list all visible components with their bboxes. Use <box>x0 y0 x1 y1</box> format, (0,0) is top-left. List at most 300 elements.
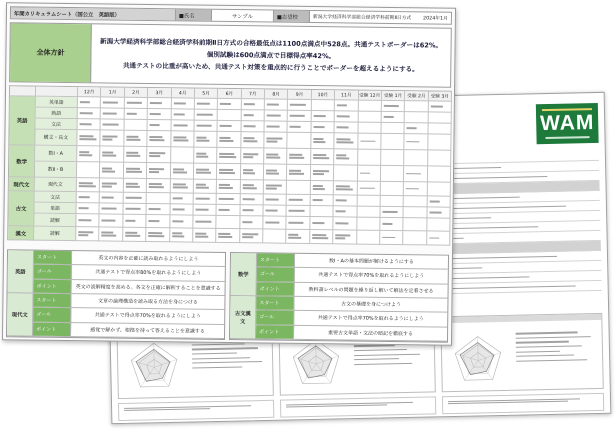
illegible-text <box>267 126 280 128</box>
illegible-text <box>516 341 569 343</box>
logo-text: WAM <box>539 111 595 136</box>
plan-cell <box>311 111 335 122</box>
illegible-text <box>359 187 374 189</box>
school-value-cell <box>310 11 451 24</box>
illegible-text <box>125 208 140 210</box>
illegible-text <box>79 185 96 187</box>
plan-cell <box>380 207 404 218</box>
illegible-text <box>126 113 136 115</box>
illegible-text <box>149 168 164 170</box>
plan-cell <box>428 112 452 123</box>
goal-text: 文章の論理構造を読み取る方法を身につける <box>97 298 198 306</box>
illegible-text <box>382 223 392 225</box>
plan-cell <box>311 165 335 181</box>
policy-text <box>91 24 451 86</box>
plan-cell <box>194 180 218 194</box>
illegible-text <box>242 209 253 211</box>
month-header: 3月 <box>148 88 171 98</box>
illegible-text <box>172 236 185 238</box>
goal-label: ゴール <box>33 308 71 322</box>
illegible-text <box>266 138 282 140</box>
plan-cell <box>193 229 217 243</box>
illegible-text <box>126 171 143 173</box>
illegible-text <box>150 136 163 138</box>
plan-cell <box>218 99 242 110</box>
wam-logo <box>536 103 599 144</box>
illegible-text <box>266 188 277 190</box>
subject-label: 現代文 <box>9 177 35 191</box>
row-label: 文法 <box>35 192 77 204</box>
illegible-text <box>79 135 93 137</box>
plan-cell <box>428 166 452 182</box>
goal-label: スタート <box>33 294 71 308</box>
illegible-text <box>354 363 412 366</box>
plan-cell <box>240 216 264 229</box>
illegible-text <box>313 173 324 175</box>
plan-cell <box>217 205 241 216</box>
goal-rows <box>256 296 448 341</box>
plan-cell <box>263 205 287 216</box>
illegible-text <box>312 222 324 224</box>
plan-cell <box>170 204 194 215</box>
illegible-text <box>266 154 278 156</box>
illegible-text <box>220 140 233 142</box>
plan-cell <box>310 195 334 206</box>
illegible-text <box>173 114 185 116</box>
illegible-text <box>243 125 256 127</box>
illegible-text <box>219 233 231 235</box>
illegible-text <box>195 209 208 211</box>
illegible-text <box>149 208 161 210</box>
plan-cell <box>311 122 335 133</box>
plan-cell <box>124 179 148 193</box>
plan-cell <box>147 131 171 147</box>
plan-cell <box>148 109 172 120</box>
subject-group <box>8 191 450 231</box>
illegible-text <box>266 185 282 187</box>
illegible-text <box>173 103 186 105</box>
goal-text: 古文の基礎を身につけよう <box>340 301 401 309</box>
plan-cell <box>218 132 242 148</box>
plan-cell <box>264 180 288 194</box>
plan-cell <box>287 195 311 206</box>
illegible-text <box>243 114 253 116</box>
illegible-text <box>429 212 442 214</box>
illegible-text <box>102 186 112 188</box>
illegible-text <box>149 171 159 173</box>
goal-text: 教科書レベルの問題を繰り返し解いて解法を定着させる <box>308 286 434 295</box>
goal-row <box>33 322 224 339</box>
plan-cell <box>124 109 148 120</box>
plan-cell <box>263 216 287 229</box>
illegible-text <box>516 359 587 362</box>
illegible-text <box>102 171 115 173</box>
plan-cell <box>357 182 381 196</box>
plan-cell <box>310 181 334 195</box>
plan-cell <box>428 123 452 134</box>
plan-cell <box>404 196 428 207</box>
illegible-text <box>192 343 245 346</box>
school-label: ■志望校 <box>274 11 310 22</box>
plan-cell <box>193 205 217 216</box>
illegible-text <box>313 185 323 187</box>
school-value: 新潟大学経済科学部総合経済学科前期Ⅱ日方式 <box>312 15 412 22</box>
illegible-text <box>103 113 116 115</box>
illegible-text <box>149 152 165 154</box>
illegible-text <box>312 199 322 201</box>
illegible-text <box>289 234 299 236</box>
plan-cell <box>217 194 241 205</box>
illegible-text <box>266 199 279 201</box>
plan-cell <box>171 120 195 131</box>
goal-text: 重要古文単語・文法の暗記を徹底する <box>328 330 414 338</box>
illegible-text <box>173 172 187 174</box>
illegible-text <box>242 184 254 186</box>
illegible-text <box>243 137 255 139</box>
illegible-text <box>172 198 182 200</box>
illegible-text <box>79 151 89 153</box>
plan-cell <box>380 218 404 231</box>
plan-cell <box>77 162 101 178</box>
plan-cell <box>265 99 289 110</box>
plan-cell <box>76 227 100 241</box>
plan-cell <box>147 204 171 215</box>
plan-cell <box>405 112 429 123</box>
plan-cell <box>312 100 336 111</box>
comment-box <box>280 396 436 417</box>
illegible-text <box>242 221 252 223</box>
plan-cell <box>404 166 428 182</box>
policy-label: 全体方針 <box>10 23 92 82</box>
month-header: 6月 <box>218 89 241 99</box>
plan-cell <box>194 121 218 132</box>
illegible-text <box>337 139 351 141</box>
goal-subject: 数学 <box>231 253 258 296</box>
illegible-text <box>336 186 350 188</box>
plan-cell <box>171 109 195 120</box>
plan-cell <box>380 231 404 245</box>
plan-cell <box>264 132 288 148</box>
name-label: ■氏名 <box>176 9 212 20</box>
illegible-text <box>78 219 91 221</box>
plan-cell <box>240 229 264 243</box>
plan-cell <box>124 147 148 163</box>
goal-group <box>230 296 448 342</box>
illegible-text <box>79 182 93 184</box>
illegible-text <box>126 186 140 188</box>
month-header: 11月 <box>335 90 358 100</box>
illegible-text <box>149 183 162 185</box>
illegible-text <box>196 153 206 155</box>
radar-chart-icon <box>124 335 185 396</box>
goal-label: ポイント <box>34 279 72 293</box>
plan-cell <box>217 216 241 229</box>
plan-cell <box>124 163 148 179</box>
illegible-text <box>78 234 88 236</box>
policy-line: 個別試験は600点満点で目標得点率42%。 <box>206 50 336 61</box>
plan-cell <box>148 120 172 131</box>
plan-cell <box>427 182 451 196</box>
goal-label: スタート <box>34 251 72 265</box>
illegible-text <box>197 103 210 105</box>
illegible-text <box>172 221 184 223</box>
plan-cell <box>265 110 289 121</box>
monthly-plan-table <box>7 85 452 245</box>
plan-cell <box>147 193 171 204</box>
illegible-text <box>219 156 236 158</box>
illegible-text <box>220 103 230 105</box>
illegible-text <box>173 125 187 127</box>
goal-text: 英文の読解精度を高める。各文を正確に解釈することを意識する <box>75 283 221 292</box>
illegible-text <box>337 127 349 129</box>
illegible-text <box>103 152 114 154</box>
row-label: 熟語 <box>36 108 78 120</box>
subject-rows <box>35 146 451 183</box>
illegible-text <box>407 127 417 129</box>
plan-cell <box>288 100 312 111</box>
row-label: 読解 <box>34 214 76 228</box>
illegible-text <box>173 140 189 142</box>
plan-cell <box>100 227 124 241</box>
illegible-text <box>219 187 232 189</box>
illegible-text <box>126 155 140 157</box>
radar-panel-notes <box>516 328 597 365</box>
illegible-text <box>125 197 141 199</box>
plan-cell <box>381 150 405 166</box>
goal-subject: 古文漢文 <box>230 296 257 339</box>
month-header-blank <box>36 87 78 98</box>
sheet-date: 2024年1月 <box>423 16 448 22</box>
goal-rows <box>257 253 449 298</box>
month-header: 受験 1月 <box>382 91 405 101</box>
illegible-text <box>195 221 211 223</box>
illegible-text <box>336 158 349 160</box>
plan-cell <box>77 192 101 203</box>
plan-cell <box>381 166 405 182</box>
illegible-text <box>313 170 329 172</box>
illegible-text <box>335 238 345 240</box>
illegible-text <box>354 353 420 356</box>
plan-cell <box>333 230 357 244</box>
illegible-text <box>126 183 138 185</box>
illegible-text <box>429 201 439 203</box>
plan-cell <box>78 97 102 108</box>
plan-cell <box>334 149 358 165</box>
subject-rows <box>34 192 450 232</box>
illegible-text <box>266 141 277 143</box>
illegible-text <box>289 210 305 212</box>
illegible-text <box>313 115 325 117</box>
illegible-text <box>242 187 256 189</box>
illegible-text <box>290 104 306 106</box>
illegible-text <box>337 142 354 144</box>
month-header: 7月 <box>242 89 265 99</box>
plan-cell <box>171 147 195 163</box>
plan-cell <box>311 149 335 165</box>
illegible-text <box>337 116 350 118</box>
illegible-text <box>220 137 231 139</box>
plan-cell <box>428 101 452 112</box>
plan-cell <box>218 110 242 121</box>
illegible-text <box>243 169 253 171</box>
goal-group <box>8 250 226 296</box>
illegible-text <box>337 105 347 107</box>
plan-cell <box>287 230 311 244</box>
plan-cell <box>287 149 311 165</box>
plan-cell <box>358 101 382 112</box>
plan-cell <box>334 165 358 181</box>
illegible-text <box>290 154 303 156</box>
illegible-text <box>516 350 560 352</box>
subject-group <box>9 96 452 150</box>
plan-cell <box>357 231 381 245</box>
illegible-text <box>196 125 211 127</box>
month-header: 受験 3月 <box>429 91 452 101</box>
plan-cell <box>194 164 218 180</box>
plan-cell <box>427 231 451 245</box>
illegible-text <box>192 357 250 360</box>
illegible-text <box>289 170 301 172</box>
goals-right-column <box>229 252 449 343</box>
illegible-text <box>80 101 90 103</box>
plan-cell <box>381 123 405 134</box>
illegible-text <box>360 172 370 174</box>
plan-cell <box>265 121 289 132</box>
plan-cell <box>404 218 428 231</box>
illegible-text <box>290 115 305 117</box>
plan-cell <box>288 133 312 149</box>
illegible-text <box>289 199 302 201</box>
illegible-text <box>429 237 439 239</box>
illegible-text <box>313 188 326 190</box>
plan-cell <box>358 123 382 134</box>
plan-cell <box>403 231 427 245</box>
plan-cell <box>240 194 264 205</box>
illegible-text <box>290 157 305 159</box>
illegible-text <box>336 155 346 157</box>
goal-label: ポイント <box>256 325 294 339</box>
illegible-text <box>360 140 375 142</box>
plan-cell <box>170 228 194 242</box>
illegible-text <box>336 211 346 213</box>
plan-cell <box>334 195 358 206</box>
illegible-text <box>103 155 116 157</box>
plan-cell <box>241 99 265 110</box>
goal-text: 共通テストで得点率70%を取れるようにしよう <box>318 272 425 280</box>
subject-group <box>9 145 451 182</box>
illegible-text <box>102 183 117 185</box>
name-value: サンプル <box>212 10 274 22</box>
illegible-text <box>219 172 235 174</box>
plan-cell <box>404 150 428 166</box>
plan-cell <box>147 147 171 163</box>
subject-goals <box>6 249 449 342</box>
plan-cell <box>428 134 452 150</box>
plan-cell <box>334 133 358 149</box>
illegible-text <box>103 102 117 104</box>
plan-cell <box>171 98 195 109</box>
illegible-text <box>406 188 419 190</box>
illegible-text <box>195 236 208 238</box>
illegible-text <box>150 113 161 115</box>
illegible-text <box>289 222 304 224</box>
illegible-text <box>313 157 329 159</box>
plan-cell <box>77 178 101 192</box>
row-label: 単語 <box>35 203 77 215</box>
goal-subject: 英語 <box>8 250 35 293</box>
illegible-text <box>126 168 140 170</box>
row-label: 文法 <box>36 119 78 131</box>
plan-cell <box>405 123 429 134</box>
illegible-text <box>196 187 209 189</box>
plan-cell <box>124 131 148 147</box>
plan-cell <box>170 179 194 193</box>
sheet-title: 年間カリキュラムシート（国公立 英語版） <box>11 7 176 20</box>
illegible-text <box>516 355 574 358</box>
illegible-text <box>126 139 140 141</box>
illegible-text <box>290 126 300 128</box>
illegible-text <box>384 105 399 107</box>
month-header-blank <box>10 86 36 96</box>
goal-text: 共通テストで得点率70%を取れるようにしよう <box>94 312 201 321</box>
plan-cell <box>101 146 125 162</box>
illegible-text <box>172 184 185 186</box>
comment-box <box>118 400 274 421</box>
illegible-text <box>516 345 582 348</box>
illegible-text <box>103 124 119 126</box>
month-header: 8月 <box>265 89 288 99</box>
illegible-text <box>336 200 347 202</box>
illegible-text <box>102 220 115 222</box>
illegible-text <box>242 198 254 200</box>
plan-cell <box>76 214 100 227</box>
plan-cell <box>264 194 288 205</box>
illegible-text <box>266 210 278 212</box>
plan-cell <box>381 182 405 196</box>
illegible-text <box>148 235 164 237</box>
illegible-text <box>219 184 230 186</box>
illegible-text <box>102 232 114 234</box>
illegible-text <box>103 136 118 138</box>
plan-cell <box>100 178 124 192</box>
plan-cell <box>123 215 147 228</box>
plan-cell <box>287 165 311 181</box>
row-label: 数Ⅱ・B <box>35 162 77 179</box>
illegible-text <box>148 232 161 234</box>
plan-cell <box>123 193 147 204</box>
plan-cell <box>100 214 124 227</box>
goal-text: 共通テストで得点率70%を取れるようにしよう <box>317 315 424 323</box>
illegible-text <box>103 139 113 141</box>
plan-cell <box>263 229 287 243</box>
illegible-text <box>192 361 262 364</box>
plan-cell <box>241 110 265 121</box>
plan-cell <box>380 196 404 207</box>
illegible-text <box>79 154 92 156</box>
illegible-text <box>102 235 116 237</box>
policy-line: 新潟大学経済科学部総合経済学科前期Ⅱ日方式の合格最低点は1100点満点中528点。共通テストボーダーは62%。 <box>99 37 443 50</box>
illegible-text <box>149 220 160 222</box>
plan-cell <box>146 228 170 242</box>
goal-rows <box>33 294 225 339</box>
radar-chart-icon <box>448 328 509 389</box>
illegible-text <box>243 156 253 158</box>
illegible-text <box>192 352 237 354</box>
illegible-text <box>192 366 242 368</box>
plan-cell <box>240 205 264 216</box>
plan-cell <box>217 180 241 194</box>
plan-cell <box>310 206 334 217</box>
